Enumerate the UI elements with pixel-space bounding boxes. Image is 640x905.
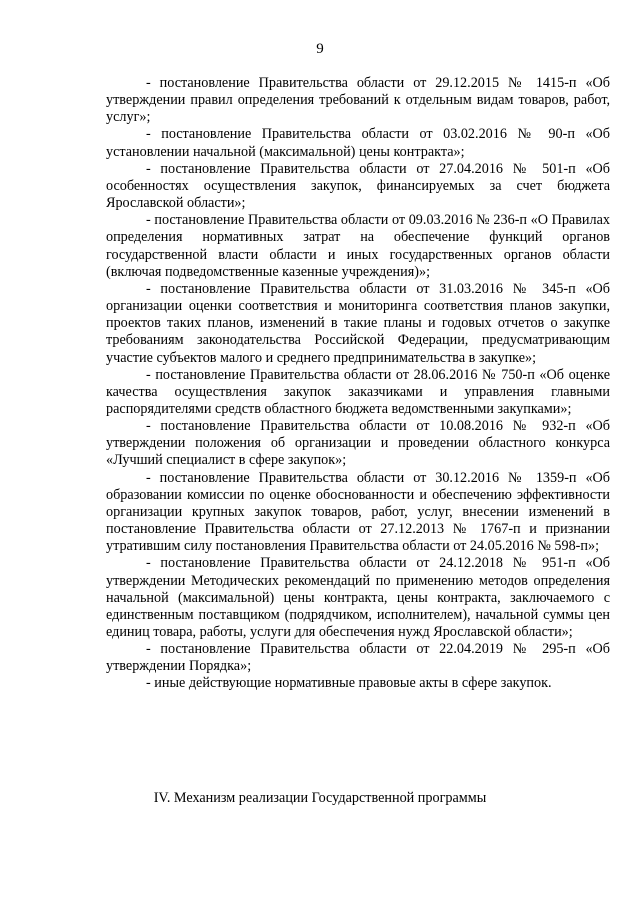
list-item: - постановление Правительства области от 31.03.2016 № 345-п «Об организации оценки соответствия и мониторинга соответствия планов закупки, проектов таких планов, изменений в такие планы и годовых отчетов о закупке требованиям законодательства Российской Федерации, предусматривающим участие субъектов малого и среднего предпринимательства в закупке»;: [106, 280, 610, 366]
list-item: - постановление Правительства области от 30.12.2016 № 1359-п «Об образовании комиссии по оценке обоснованности и обеспечению эффективности организации крупных закупок товаров, работ, услуг, внесении изменений в постановление Правительства области от 27.12.2013 № 1767-п и признании утратившим силу постановления Правительства области от 24.05.2016 № 598-п»;: [106, 469, 610, 555]
section-title: IV. Механизм реализации Государственной программы: [153, 790, 487, 806]
list-item: - постановление Правительства области от 28.06.2016 № 750-п «Об оценке качества осуществления закупок заказчиками и управления главными распорядителями средств областного бюджета ведомственными закупками»;: [106, 366, 610, 417]
legal-acts-list: [106, 75, 610, 693]
list-item: - постановление Правительства области от 24.12.2018 № 951-п «Об утверждении Методических рекомендаций по применению методов определения начальной (максимальной) цены контракта, цены контракта, заключаемого с единственным поставщиком (подрядчиком, исполнителем), начальной суммы цен единиц товара, работы, услуги для обеспечения нужд Ярославской области»;: [106, 555, 610, 640]
list-item: - иные действующие нормативные правовые акты в сфере закупок.: [146, 675, 552, 692]
list-item: - постановление Правительства области от 03.02.2016 № 90-п «Об установлении начальной (максимальной) цены контракта»;: [106, 126, 610, 160]
list-item: - постановление Правительства области от 29.12.2015 № 1415-п «Об утверждении правил определения требований к отдельным видам товаров, работ, услуг»;: [106, 75, 610, 126]
list-item: - постановление Правительства области от 10.08.2016 № 932-п «Об утверждении положения об организации и проведении областного конкурса «Лучший специалист в сфере закупок»;: [106, 418, 610, 469]
list-item: - постановление Правительства области от 09.03.2016 № 236-п «О Правилах определения нормативных затрат на обеспечение функций органов государственной власти области и иных государственных органов области (включая подведомственные казенные учреждения)»;: [106, 212, 610, 280]
list-item: - постановление Правительства области от 22.04.2019 № 295-п «Об утверждении Порядка»;: [106, 641, 610, 675]
page-number: 9: [316, 41, 324, 57]
list-item: - постановление Правительства области от 27.04.2016 № 501-п «Об особенностях осуществления закупок, финансируемых за счет бюджета Ярославской области»;: [106, 160, 610, 212]
